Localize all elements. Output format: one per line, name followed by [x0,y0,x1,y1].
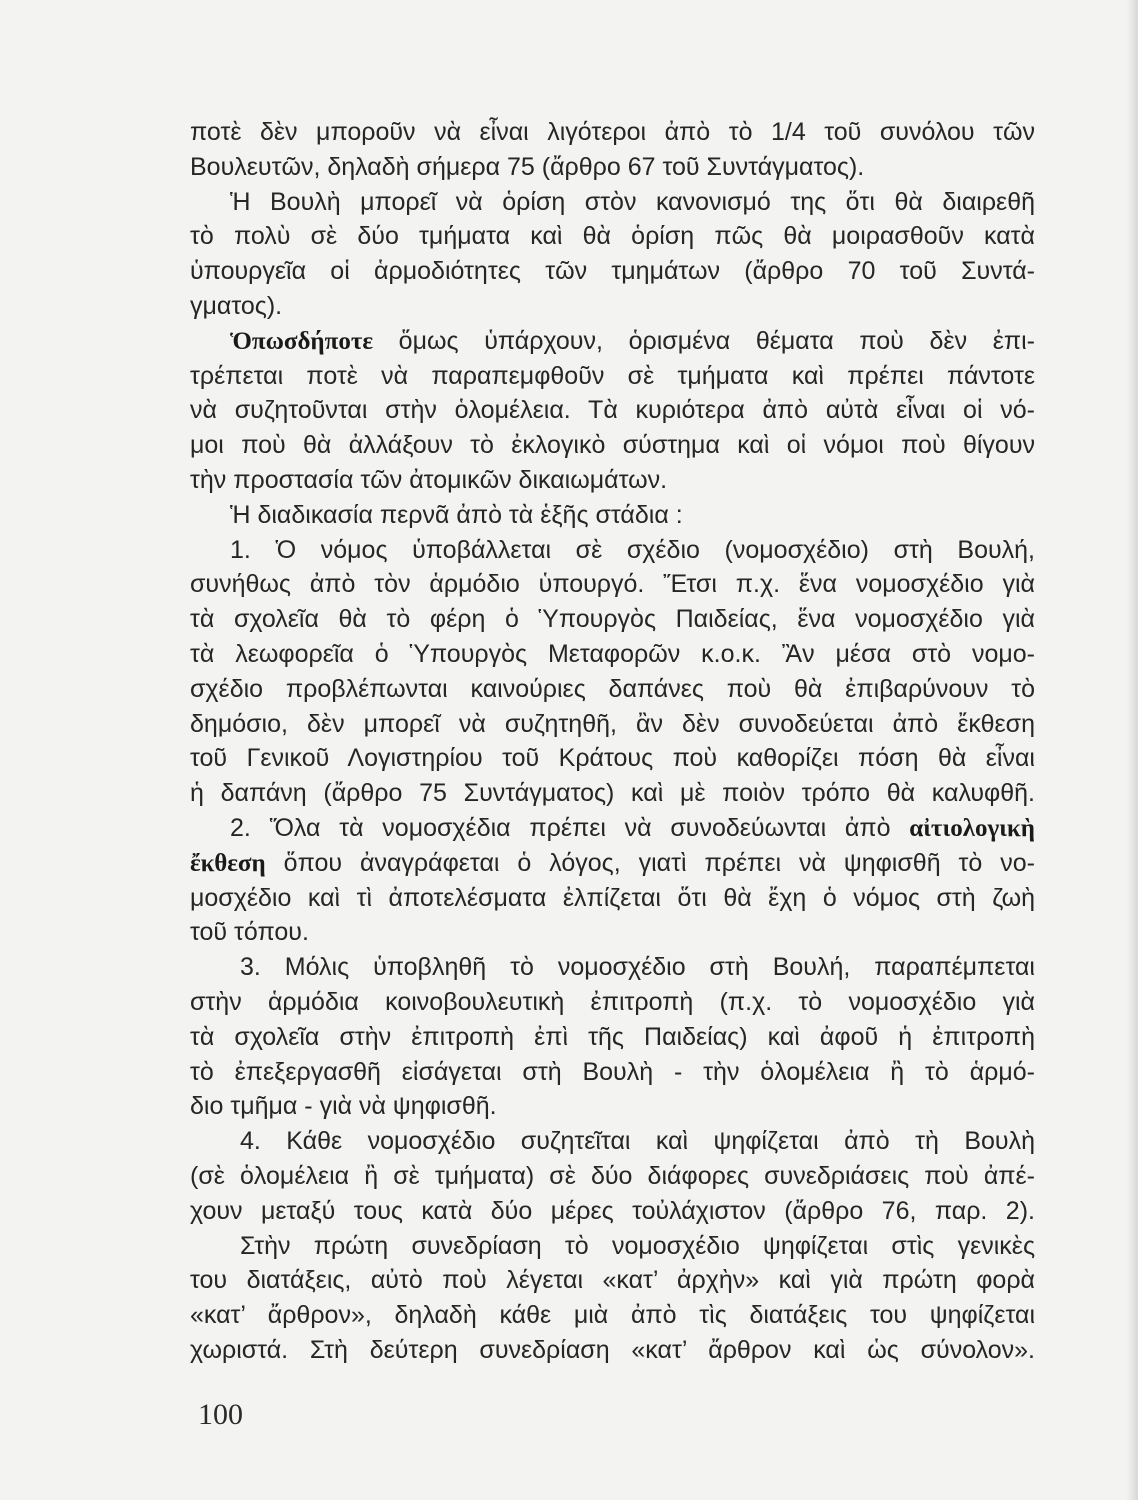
bold-term: ἔκθεση [190,849,266,877]
text-line: διο τμῆμα - γιὰ νὰ ψηφισθῆ. [190,1092,497,1121]
bold-term: Ὁπωσδήποτε [230,327,374,355]
text-line: τὴν προστασία τῶν ἀτομικῶν δικαιωμάτων. [190,465,668,494]
text-line: γματος). [190,291,283,320]
text-line: ἡ δαπάνη (ἄρθρο 75 Συντάγματος) καὶ μὲ ποιὸν τρόπο θὰ καλυφθῆ. [190,779,1035,808]
text-line: τὰ λεωφορεῖα ὁ Ὑπουργὸς Μεταφορῶν κ.ο.κ. Ἂν μέσα στὸ νομο- [190,639,1035,668]
text-line: δημόσιο, δὲν μπορεῖ νὰ συζητηθῆ, ἂν δὲν συνοδεύεται ἀπὸ ἔκθεση [190,709,1035,738]
line-text: ὅμως ὑπάρχουν, ὁρισμένα θέματα ποὺ δὲν ἐπι- [373,326,1035,355]
text-line: Ἡ διαδικασία περνᾶ ἀπὸ τὰ ἑξῆς στάδια : [230,500,683,529]
page-edge [1126,0,1138,1500]
text-line: 4. Κάθε νομοσχέδιο συζητεῖται καὶ ψηφίζεται ἀπὸ τὴ Βουλὴ [240,1127,1035,1156]
text-line: τὸ πολὺ σὲ δύο τμήματα καὶ θὰ ὁρίση πῶς θὰ μοιρασθοῦν κατὰ [190,222,1035,251]
text-line [190,846,1035,881]
text-line: 3. Μόλις ὑποβληθῆ τὸ νομοσχέδιο στὴ Βουλή, παραπέμπεται [240,953,1035,982]
text-line: μοι ποὺ θὰ ἀλλάξουν τὸ ἐκλογικὸ σύστημα καὶ οἱ νόμοι ποὺ θίγουν [190,431,1035,460]
text-line: ὑπουργεῖα οἱ ἁρμοδιότητες τῶν τμημάτων (ἄρθρο 70 τοῦ Συντά- [190,257,1035,286]
text-line: Βουλευτῶν, δηλαδὴ σήμερα 75 (ἄρθρο 67 τοῦ Συντάγματος). [190,152,865,181]
text-line: σχέδιο προβλέπωνται καινούριες δαπάνες ποὺ θὰ ἐπιβαρύνουν τὸ [190,674,1035,703]
text-line [190,811,1035,846]
page-number: 100 [198,1398,243,1431]
body-text [190,115,1035,1368]
text-line: «κατ’ ἄρθρον», δηλαδὴ κάθε μιὰ ἀπὸ τὶς διατάξεις του ψηφίζεται [190,1301,1035,1330]
text-line: Ἡ Βουλὴ μπορεῖ νὰ ὁρίση στὸν κανονισμό της ὅτι θὰ διαιρεθῆ [230,187,1035,216]
text-line: του διατάξεις, αὐτὸ ποὺ λέγεται «κατ’ ἀρχὴν» καὶ γιὰ πρώτη φορὰ [190,1266,1035,1295]
text-line: τοῦ τόπου. [190,918,309,947]
text-line: (σὲ ὁλομέλεια ἢ σὲ τμήματα) σὲ δύο διάφορες συνεδριάσεις ποὺ ἀπέ- [190,1161,1035,1190]
text-line: χωριστά. Στὴ δεύτερη συνεδρίαση «κατ’ ἄρθρον καὶ ὡς σύνολον». [190,1335,1035,1364]
text-line: συνήθως ἀπὸ τὸν ἁρμόδιο ὑπουργό. Ἔτσι π.χ. ἕνα νομοσχέδιο γιὰ [190,570,1035,599]
text-line: τρέπεται ποτὲ νὰ παραπεμφθοῦν σὲ τμήματα καὶ πρέπει πάντοτε [190,361,1035,390]
text-line: στὴν ἁρμόδια κοινοβουλευτικὴ ἐπιτροπὴ (π.χ. τὸ νομοσχέδιο γιὰ [190,987,1035,1016]
text-line: Στὴν πρώτη συνεδρίαση τὸ νομοσχέδιο ψηφίζεται στὶς γενικὲς [240,1231,1035,1260]
text-line: νὰ συζητοῦνται στὴν ὁλομέλεια. Τὰ κυριότερα ἀπὸ αὐτὰ εἶναι οἱ νό- [190,396,1035,425]
text-line: 1. Ὁ νόμος ὑποβάλλεται σὲ σχέδιο (νομοσχέδιο) στὴ Βουλή, [230,535,1035,564]
text-line: μοσχέδιο καὶ τὶ ἀποτελέσματα ἐλπίζεται ὅτι θὰ ἔχη ὁ νόμος στὴ ζωὴ [190,883,1035,912]
text-line: τὸ ἐπεξεργασθῆ εἰσάγεται στὴ Βουλὴ - τὴν ὁλομέλεια ἢ τὸ ἁρμό- [190,1057,1035,1086]
line-text: 2. Ὅλα τὰ νομοσχέδια πρέπει νὰ συνοδεύωνται ἀπὸ [230,813,910,842]
bold-term: αἰτιολογικὴ [909,814,1035,842]
line-text: ὅπου ἀναγράφεται ὁ λόγος, γιατὶ πρέπει νὰ ψηφισθῆ τὸ νο- [265,848,1035,877]
text-line: ποτὲ δὲν μποροῦν νὰ εἶναι λιγότεροι ἀπὸ τὸ 1/4 τοῦ συνόλου τῶν [190,118,1035,146]
text-line [190,324,1035,359]
text-line: τὰ σχολεῖα θὰ τὸ φέρη ὁ Ὑπουργὸς Παιδείας, ἕνα νομοσχέδιο γιὰ [190,605,1035,634]
text-line: τὰ σχολεῖα στὴν ἐπιτροπὴ ἐπὶ τῆς Παιδείας) καὶ ἀφοῦ ἡ ἐπιτροπὴ [190,1022,1035,1051]
text-line: τοῦ Γενικοῦ Λογιστηρίου τοῦ Κράτους ποὺ καθορίζει πόση θὰ εἶναι [190,744,1035,773]
text-line: χουν μεταξύ τους κατὰ δύο μέρες τοὐλάχιστον (ἄρθρο 76, παρ. 2). [190,1196,1035,1225]
